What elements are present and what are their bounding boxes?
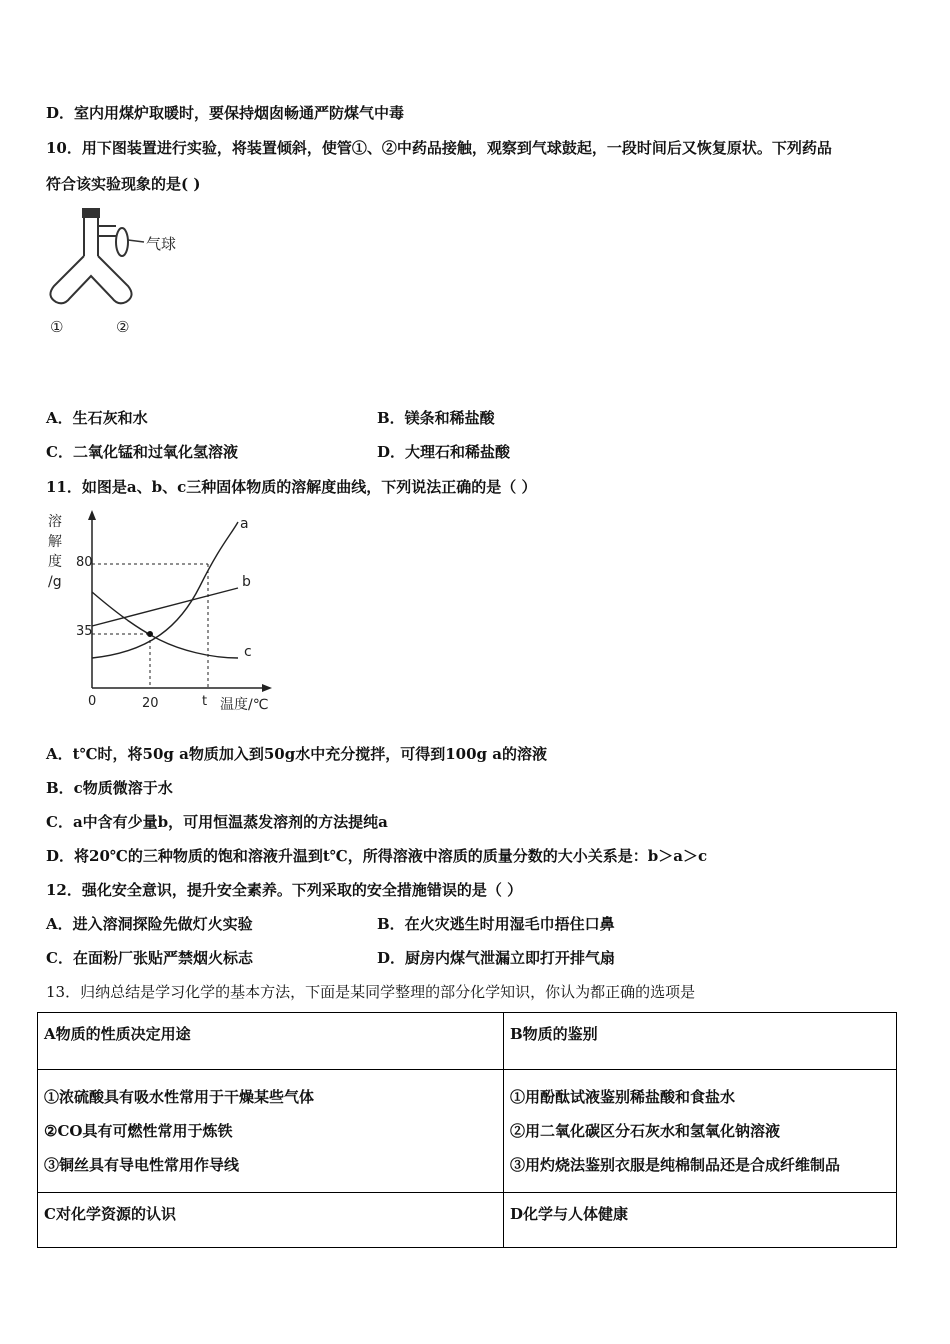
q10-stem-line2: 符合该实验现象的是( ) [46,175,201,193]
a-item-3: ③铜丝具有导电性常用作导线 [44,1156,240,1174]
x-axis-arrow [262,684,272,692]
q12-option-d: D．厨房内煤气泄漏立即打开排气扇 [377,949,616,967]
y-axis-arrow [88,510,96,520]
q12-stem: 12．强化安全意识，提升安全素养。下列采取的安全措施错误的是（ ） [46,881,523,899]
cell-a-items [38,1070,504,1193]
y-axis-label-3: 度 [48,554,62,570]
b-item-3: ③用灼烧法鉴别衣服是纯棉制品还是合成纤维制品 [510,1156,841,1174]
y-axis-label-2: 解 [48,534,62,550]
q10-option-c: C．二氧化锰和过氧化氢溶液 [46,443,238,461]
q10-option-row-1 [46,407,495,428]
curve-b-label: b [242,574,251,590]
q11-option-b: B．c物质微溶于水 [46,779,173,797]
q10-apparatus-figure [40,204,200,344]
curve-a [92,522,238,658]
x-tick-20: 20 [142,696,159,711]
b-item-2: ②用二氧化碳区分石灰水和氢氧化钠溶液 [510,1122,781,1140]
y-tube-legs [50,256,131,303]
cell-b-items [504,1070,897,1193]
a-item-1: ①浓硫酸具有吸水性常用于干燥某些气体 [44,1088,315,1106]
q12-option-a: A．进入溶洞探险先做灯火实验 [46,915,253,933]
q11-option-d: D．将20℃的三种物质的饱和溶液升温到t℃，所得溶液中溶质的质量分数的大小关系是：b＞a＞c [46,847,708,865]
q9-option-d: D．室内用煤炉取暖时，要保持烟囱畅通严防煤气中毒 [46,104,405,122]
q13-stem: 13．归纳总结是学习化学的基本方法，下面是某同学整理的部分化学知识，你认为都正确的选项是 [46,983,696,1001]
tube-1-label: ① [50,318,64,336]
q12-option-row-1 [46,913,615,934]
q11-option-c: C．a中含有少量b，可用恒温蒸发溶剂的方法提纯a [46,813,388,831]
q12-option-c: C．在面粉厂张贴严禁烟火标志 [46,949,253,967]
x-origin-label: 0 [88,694,97,709]
cell-b-title: B物质的鉴别 [504,1013,897,1070]
solubility-chart [40,506,290,720]
balloon [116,228,128,256]
y-axis-label-1: 溶 [48,514,62,530]
q10-stem-line1: 10．用下图装置进行实验，将装置倾斜，使管①、②中药品接触，观察到气球鼓起，一段时间后又恢复原状。下列药品 [46,139,832,157]
q13-knowledge-table [37,1012,897,1248]
curve-c-label: c [244,644,252,660]
q12-option-row-2 [46,947,616,968]
q10-option-a: A．生石灰和水 [46,409,148,427]
y-tick-35: 35 [76,624,93,639]
stopper [82,208,100,218]
curve-c [92,592,238,658]
main-tube [84,218,98,256]
curve-a-label: a [240,516,249,532]
x-axis-label: 温度/℃ [220,697,269,713]
balloon-pointer [128,240,144,242]
q12-option-b: B．在火灾逃生时用湿毛巾捂住口鼻 [377,915,615,933]
b-item-1: ①用酚酞试液鉴别稀盐酸和食盐水 [510,1088,736,1106]
q10-option-row-2 [46,441,511,462]
q10-option-d: D．大理石和稀盐酸 [377,443,511,461]
side-arm [98,226,116,236]
y-axis-label-4: /g [48,574,62,590]
tube-2-label: ② [116,318,130,336]
cell-c-title: C对化学资源的认识 [38,1193,504,1248]
q10-option-b: B．镁条和稀盐酸 [377,409,495,427]
cell-a-title: A物质的性质决定用途 [38,1013,504,1070]
y-tick-80: 80 [76,555,93,570]
q11-option-a: A．t℃时，将50g a物质加入到50g水中充分搅拌，可得到100g a的溶液 [46,745,547,763]
x-tick-t: t [202,694,208,709]
curve-b [92,588,238,626]
intersection-point [147,631,153,637]
balloon-label: 气球 [146,235,177,253]
cell-d-title: D化学与人体健康 [504,1193,897,1248]
q11-stem: 11．如图是a、b、c三种固体物质的溶解度曲线，下列说法正确的是（ ） [46,478,537,496]
a-item-2: ②CO具有可燃性常用于炼铁 [44,1122,233,1140]
